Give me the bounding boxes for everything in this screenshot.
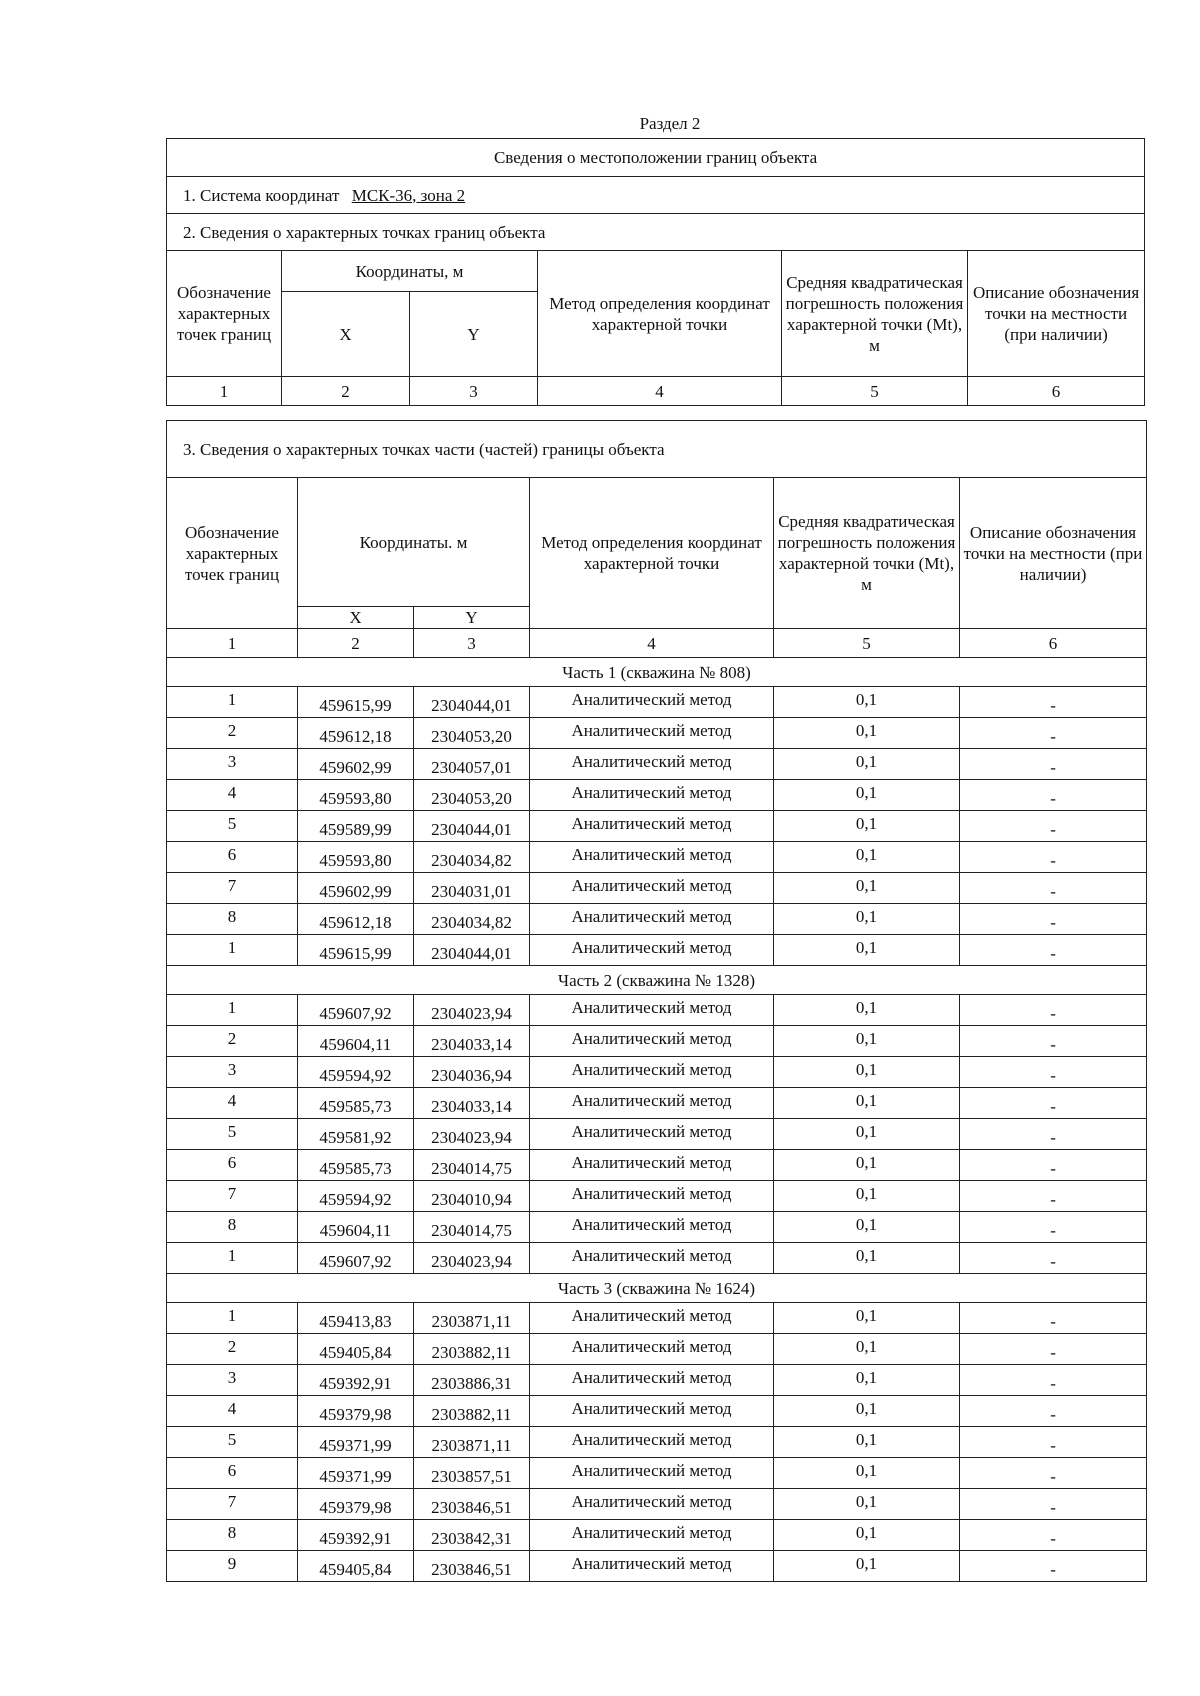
coord-y: 2304033,14 bbox=[414, 1026, 530, 1057]
point-number: 8 bbox=[167, 1520, 298, 1551]
table-row bbox=[167, 904, 1147, 935]
description: - bbox=[960, 1334, 1147, 1365]
coord-x: 459602,99 bbox=[298, 873, 414, 904]
coord-x: 459594,92 bbox=[298, 1181, 414, 1212]
method: Аналитический метод bbox=[530, 780, 774, 811]
table-row bbox=[167, 718, 1147, 749]
method: Аналитический метод bbox=[530, 995, 774, 1026]
mt-value: 0,1 bbox=[774, 842, 960, 873]
coord-y: 2304023,94 bbox=[414, 1119, 530, 1150]
coord-y: 2304044,01 bbox=[414, 935, 530, 966]
point-number: 3 bbox=[167, 749, 298, 780]
mt-value: 0,1 bbox=[774, 873, 960, 904]
mt-value: 0,1 bbox=[774, 718, 960, 749]
coord-x: 459379,98 bbox=[298, 1396, 414, 1427]
table-row bbox=[167, 1520, 1147, 1551]
method: Аналитический метод bbox=[530, 904, 774, 935]
mt-value: 0,1 bbox=[774, 1303, 960, 1334]
part-title-row bbox=[167, 658, 1147, 687]
table-row bbox=[167, 873, 1147, 904]
col-designation: Обозначение характерных точек границ bbox=[167, 251, 282, 377]
coord-x: 459602,99 bbox=[298, 749, 414, 780]
mt-value: 0,1 bbox=[774, 904, 960, 935]
coord-x: 459594,92 bbox=[298, 1057, 414, 1088]
point-number: 4 bbox=[167, 780, 298, 811]
point-number: 7 bbox=[167, 873, 298, 904]
table-row bbox=[167, 1427, 1147, 1458]
description: - bbox=[960, 718, 1147, 749]
description: - bbox=[960, 873, 1147, 904]
table-row bbox=[167, 1212, 1147, 1243]
coord-y: 2304023,94 bbox=[414, 1243, 530, 1274]
mt-value: 0,1 bbox=[774, 995, 960, 1026]
coord-x: 459405,84 bbox=[298, 1334, 414, 1365]
method: Аналитический метод bbox=[530, 1427, 774, 1458]
col-y: Y bbox=[414, 607, 530, 629]
col-coords: Координаты, м bbox=[282, 251, 538, 292]
coord-x: 459405,84 bbox=[298, 1551, 414, 1582]
col-description: Описание обозначения точки на местности (при наличии) bbox=[960, 478, 1147, 629]
coord-x: 459589,99 bbox=[298, 811, 414, 842]
mt-value: 0,1 bbox=[774, 1150, 960, 1181]
description: - bbox=[960, 1212, 1147, 1243]
method: Аналитический метод bbox=[530, 1551, 774, 1582]
coord-x: 459585,73 bbox=[298, 1088, 414, 1119]
part-title-row bbox=[167, 1274, 1147, 1303]
part-title: Часть 2 (скважина № 1328) bbox=[167, 966, 1147, 995]
coord-system-label: 1. Система координат bbox=[183, 185, 340, 205]
method: Аналитический метод bbox=[530, 749, 774, 780]
method: Аналитический метод bbox=[530, 935, 774, 966]
coord-y: 2304031,01 bbox=[414, 873, 530, 904]
method: Аналитический метод bbox=[530, 1057, 774, 1088]
method: Аналитический метод bbox=[530, 718, 774, 749]
point-number: 1 bbox=[167, 1303, 298, 1334]
table-row bbox=[167, 842, 1147, 873]
point-number: 3 bbox=[167, 1057, 298, 1088]
coord-y: 2304036,94 bbox=[414, 1057, 530, 1088]
coord-system-value: МСК-36, зона 2 bbox=[351, 185, 466, 205]
coord-y: 2304014,75 bbox=[414, 1212, 530, 1243]
mt-value: 0,1 bbox=[774, 780, 960, 811]
mt-value: 0,1 bbox=[774, 1458, 960, 1489]
coord-y: 2304034,82 bbox=[414, 904, 530, 935]
mt-value: 0,1 bbox=[774, 1551, 960, 1582]
col-description: Описание обозначения точки на местности (при наличии) bbox=[968, 251, 1145, 377]
coord-y: 2303857,51 bbox=[414, 1458, 530, 1489]
point-number: 2 bbox=[167, 718, 298, 749]
col-number: 5 bbox=[774, 629, 960, 658]
coord-x: 459392,91 bbox=[298, 1365, 414, 1396]
coord-y: 2303882,11 bbox=[414, 1396, 530, 1427]
table-row bbox=[167, 1088, 1147, 1119]
table-row bbox=[167, 1334, 1147, 1365]
description: - bbox=[960, 1181, 1147, 1212]
coord-x: 459379,98 bbox=[298, 1489, 414, 1520]
point-number: 4 bbox=[167, 1088, 298, 1119]
mt-value: 0,1 bbox=[774, 1520, 960, 1551]
coord-x: 459604,11 bbox=[298, 1212, 414, 1243]
table-row bbox=[167, 687, 1147, 718]
coord-x: 459392,91 bbox=[298, 1520, 414, 1551]
description: - bbox=[960, 1026, 1147, 1057]
coord-x: 459604,11 bbox=[298, 1026, 414, 1057]
col-number: 5 bbox=[782, 377, 968, 406]
coord-y: 2303871,11 bbox=[414, 1427, 530, 1458]
method: Аналитический метод bbox=[530, 1303, 774, 1334]
col-y: Y bbox=[410, 292, 538, 377]
point-number: 4 bbox=[167, 1396, 298, 1427]
description: - bbox=[960, 749, 1147, 780]
coord-y: 2304014,75 bbox=[414, 1150, 530, 1181]
col-error: Средняя квадратическая погрешность положения характерной точки (Mt), м bbox=[782, 251, 968, 377]
description: - bbox=[960, 1088, 1147, 1119]
table1-heading: Сведения о местоположении границ объекта bbox=[167, 139, 1145, 177]
col-number: 4 bbox=[530, 629, 774, 658]
coord-y: 2303842,31 bbox=[414, 1520, 530, 1551]
point-number: 3 bbox=[167, 1365, 298, 1396]
point-number: 5 bbox=[167, 1427, 298, 1458]
description: - bbox=[960, 811, 1147, 842]
description: - bbox=[960, 935, 1147, 966]
coord-x: 459593,80 bbox=[298, 842, 414, 873]
table-row bbox=[167, 1181, 1147, 1212]
coord-x: 459615,99 bbox=[298, 935, 414, 966]
description: - bbox=[960, 1150, 1147, 1181]
col-number: 1 bbox=[167, 377, 282, 406]
description: - bbox=[960, 780, 1147, 811]
coord-x: 459607,92 bbox=[298, 995, 414, 1026]
coord-x: 459585,73 bbox=[298, 1150, 414, 1181]
table-row bbox=[167, 995, 1147, 1026]
mt-value: 0,1 bbox=[774, 1212, 960, 1243]
point-number: 2 bbox=[167, 1026, 298, 1057]
method: Аналитический метод bbox=[530, 1458, 774, 1489]
point-number: 1 bbox=[167, 935, 298, 966]
description: - bbox=[960, 1551, 1147, 1582]
col-number: 2 bbox=[282, 377, 410, 406]
point-number: 6 bbox=[167, 1150, 298, 1181]
coord-x: 459612,18 bbox=[298, 904, 414, 935]
table2-heading: 3. Сведения о характерных точках части (частей) границы объекта bbox=[167, 421, 1147, 478]
col-number: 1 bbox=[167, 629, 298, 658]
col-number: 2 bbox=[298, 629, 414, 658]
description: - bbox=[960, 1427, 1147, 1458]
mt-value: 0,1 bbox=[774, 1489, 960, 1520]
coord-y: 2304053,20 bbox=[414, 718, 530, 749]
point-number: 9 bbox=[167, 1551, 298, 1582]
description: - bbox=[960, 1520, 1147, 1551]
points-heading: 2. Сведения о характерных точках границ объекта bbox=[167, 214, 1145, 251]
method: Аналитический метод bbox=[530, 1212, 774, 1243]
point-number: 1 bbox=[167, 1243, 298, 1274]
description: - bbox=[960, 1489, 1147, 1520]
part-title: Часть 1 (скважина № 808) bbox=[167, 658, 1147, 687]
mt-value: 0,1 bbox=[774, 1243, 960, 1274]
method: Аналитический метод bbox=[530, 1026, 774, 1057]
point-number: 8 bbox=[167, 904, 298, 935]
table-row bbox=[167, 749, 1147, 780]
description: - bbox=[960, 1303, 1147, 1334]
description: - bbox=[960, 1119, 1147, 1150]
point-number: 6 bbox=[167, 1458, 298, 1489]
table-row bbox=[167, 1303, 1147, 1334]
coord-x: 459371,99 bbox=[298, 1458, 414, 1489]
mt-value: 0,1 bbox=[774, 1334, 960, 1365]
col-designation: Обозначение характерных точек границ bbox=[167, 478, 298, 629]
table-row bbox=[167, 1243, 1147, 1274]
description: - bbox=[960, 1243, 1147, 1274]
coord-x: 459581,92 bbox=[298, 1119, 414, 1150]
part-title: Часть 3 (скважина № 1624) bbox=[167, 1274, 1147, 1303]
mt-value: 0,1 bbox=[774, 687, 960, 718]
col-number: 3 bbox=[410, 377, 538, 406]
coord-y: 2304033,14 bbox=[414, 1088, 530, 1119]
col-coords: Координаты. м bbox=[298, 478, 530, 607]
table-row bbox=[167, 1365, 1147, 1396]
coord-y: 2304010,94 bbox=[414, 1181, 530, 1212]
point-number: 1 bbox=[167, 995, 298, 1026]
point-number: 6 bbox=[167, 842, 298, 873]
coord-y: 2304044,01 bbox=[414, 687, 530, 718]
table-row bbox=[167, 780, 1147, 811]
table-row bbox=[167, 1057, 1147, 1088]
coord-y: 2304057,01 bbox=[414, 749, 530, 780]
coord-x: 459615,99 bbox=[298, 687, 414, 718]
method: Аналитический метод bbox=[530, 1088, 774, 1119]
coord-y: 2304044,01 bbox=[414, 811, 530, 842]
table-row bbox=[167, 1026, 1147, 1057]
mt-value: 0,1 bbox=[774, 1057, 960, 1088]
section-title: Раздел 2 bbox=[639, 114, 701, 133]
coord-y: 2303846,51 bbox=[414, 1489, 530, 1520]
table-row bbox=[167, 1489, 1147, 1520]
description: - bbox=[960, 687, 1147, 718]
description: - bbox=[960, 1365, 1147, 1396]
method: Аналитический метод bbox=[530, 1243, 774, 1274]
description: - bbox=[960, 1057, 1147, 1088]
part-title-row bbox=[167, 966, 1147, 995]
method: Аналитический метод bbox=[530, 1119, 774, 1150]
mt-value: 0,1 bbox=[774, 1026, 960, 1057]
point-number: 2 bbox=[167, 1334, 298, 1365]
coord-y: 2303882,11 bbox=[414, 1334, 530, 1365]
col-number: 3 bbox=[414, 629, 530, 658]
col-method: Метод определения координат характерной точки bbox=[530, 478, 774, 629]
method: Аналитический метод bbox=[530, 1396, 774, 1427]
mt-value: 0,1 bbox=[774, 811, 960, 842]
point-number: 7 bbox=[167, 1489, 298, 1520]
point-number: 1 bbox=[167, 687, 298, 718]
table-row bbox=[167, 811, 1147, 842]
mt-value: 0,1 bbox=[774, 1427, 960, 1458]
method: Аналитический метод bbox=[530, 1181, 774, 1212]
mt-value: 0,1 bbox=[774, 749, 960, 780]
point-number: 7 bbox=[167, 1181, 298, 1212]
col-method: Метод определения координат характерной точки bbox=[538, 251, 782, 377]
coord-x: 459593,80 bbox=[298, 780, 414, 811]
point-number: 5 bbox=[167, 1119, 298, 1150]
description: - bbox=[960, 842, 1147, 873]
method: Аналитический метод bbox=[530, 1150, 774, 1181]
coord-x: 459612,18 bbox=[298, 718, 414, 749]
col-number: 4 bbox=[538, 377, 782, 406]
coord-y: 2304034,82 bbox=[414, 842, 530, 873]
col-x: X bbox=[282, 292, 410, 377]
table-row bbox=[167, 1458, 1147, 1489]
mt-value: 0,1 bbox=[774, 1088, 960, 1119]
mt-value: 0,1 bbox=[774, 1396, 960, 1427]
table-row bbox=[167, 1551, 1147, 1582]
method: Аналитический метод bbox=[530, 811, 774, 842]
point-number: 8 bbox=[167, 1212, 298, 1243]
table-row bbox=[167, 1150, 1147, 1181]
coord-y: 2303846,51 bbox=[414, 1551, 530, 1582]
point-number: 5 bbox=[167, 811, 298, 842]
method: Аналитический метод bbox=[530, 687, 774, 718]
table-row bbox=[167, 1119, 1147, 1150]
coord-y: 2303871,11 bbox=[414, 1303, 530, 1334]
table-row bbox=[167, 1396, 1147, 1427]
coord-y: 2304053,20 bbox=[414, 780, 530, 811]
col-error: Средняя квадратическая погрешность положения характерной точки (Mt), м bbox=[774, 478, 960, 629]
method: Аналитический метод bbox=[530, 1334, 774, 1365]
method: Аналитический метод bbox=[530, 1520, 774, 1551]
coord-x: 459607,92 bbox=[298, 1243, 414, 1274]
mt-value: 0,1 bbox=[774, 1119, 960, 1150]
col-number: 6 bbox=[968, 377, 1145, 406]
method: Аналитический метод bbox=[530, 1365, 774, 1396]
description: - bbox=[960, 1396, 1147, 1427]
method: Аналитический метод bbox=[530, 873, 774, 904]
col-number: 6 bbox=[960, 629, 1147, 658]
parts-body bbox=[167, 658, 1147, 1582]
coord-x: 459413,83 bbox=[298, 1303, 414, 1334]
description: - bbox=[960, 995, 1147, 1026]
method: Аналитический метод bbox=[530, 1489, 774, 1520]
table-row bbox=[167, 935, 1147, 966]
coord-y: 2304023,94 bbox=[414, 995, 530, 1026]
mt-value: 0,1 bbox=[774, 1365, 960, 1396]
coord-x: 459371,99 bbox=[298, 1427, 414, 1458]
method: Аналитический метод bbox=[530, 842, 774, 873]
coord-y: 2303886,31 bbox=[414, 1365, 530, 1396]
description: - bbox=[960, 1458, 1147, 1489]
description: - bbox=[960, 904, 1147, 935]
object-boundary-table bbox=[166, 138, 1145, 406]
object-parts-table bbox=[166, 420, 1147, 1582]
coord-system-row bbox=[167, 177, 1145, 214]
mt-value: 0,1 bbox=[774, 1181, 960, 1212]
col-x: X bbox=[298, 607, 414, 629]
mt-value: 0,1 bbox=[774, 935, 960, 966]
